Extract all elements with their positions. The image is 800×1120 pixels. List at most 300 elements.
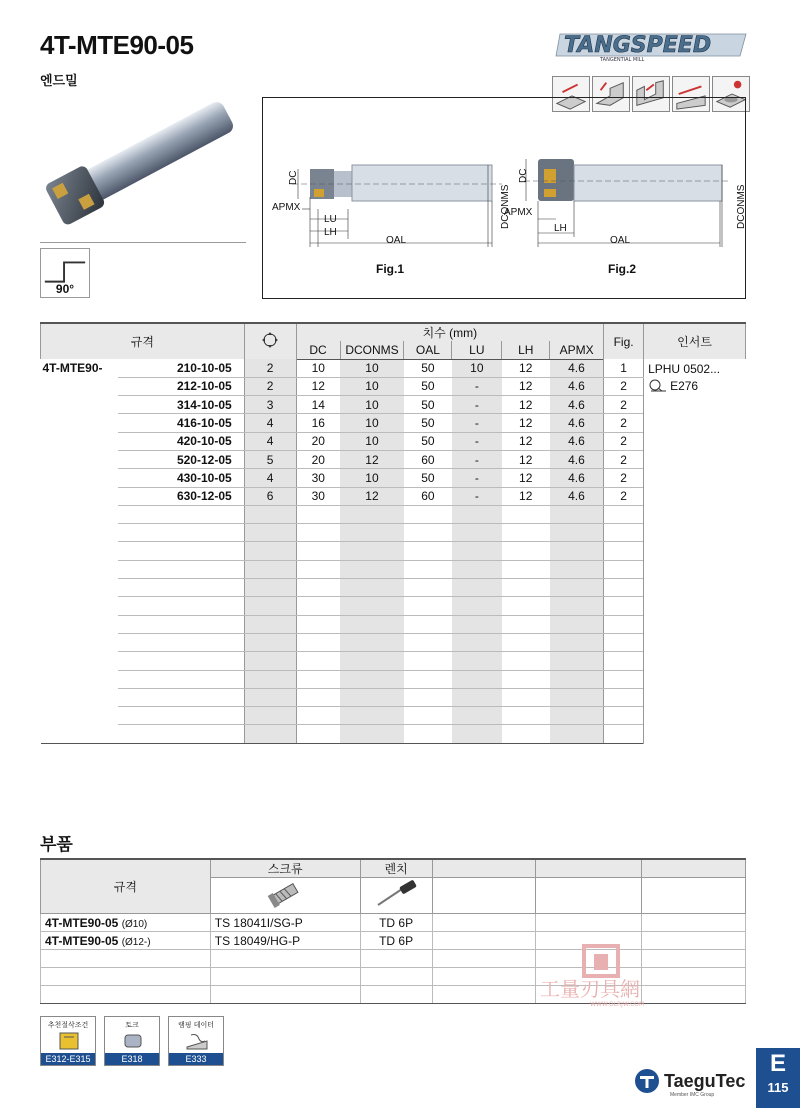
dconms-cell	[340, 505, 404, 523]
lu-cell: 10	[452, 359, 502, 377]
screw-cell: TS 18041I/SG-P	[210, 914, 360, 932]
lu-cell	[452, 652, 502, 670]
lu-cell	[452, 707, 502, 725]
table-row	[41, 688, 746, 706]
apmx-cell: 4.6	[550, 487, 604, 505]
fig1-drawing	[272, 165, 511, 276]
teeth-cell: 4	[244, 469, 296, 487]
oal-cell	[404, 670, 452, 688]
angle-label: 90°	[55, 282, 75, 296]
apmx-cell	[550, 542, 604, 560]
code-cell	[118, 707, 244, 725]
code-prefix-cell	[41, 615, 119, 633]
dc-cell	[296, 579, 340, 597]
teeth-cell: 6	[244, 487, 296, 505]
oal-cell	[404, 725, 452, 743]
dc-cell	[296, 524, 340, 542]
code-prefix-cell	[41, 450, 119, 468]
dconms-cell: 10	[340, 377, 404, 395]
header-lh: LH	[502, 341, 550, 359]
page-subtitle: 엔드밀	[40, 74, 78, 89]
code-cell: 210-10-05	[118, 359, 244, 377]
dc-cell	[296, 597, 340, 615]
header-dc: DC	[296, 341, 340, 359]
apmx-cell	[550, 597, 604, 615]
wrench-cell	[360, 986, 432, 1004]
lh-cell	[502, 652, 550, 670]
teeth-cell: 4	[244, 432, 296, 450]
code-cell	[118, 597, 244, 615]
code-cell: 520-12-05	[118, 450, 244, 468]
code-prefix-cell	[41, 579, 119, 597]
teeth-cell: 2	[244, 359, 296, 377]
fig-cell	[604, 542, 644, 560]
code-prefix-cell	[41, 560, 119, 578]
parts-diameter-note: (Ø10)	[121, 918, 148, 930]
teeth-cell: 3	[244, 396, 296, 414]
table-row	[41, 414, 746, 432]
dc-cell	[296, 725, 340, 743]
dc-cell: 20	[296, 432, 340, 450]
table-row	[41, 652, 746, 670]
lh-cell	[502, 688, 550, 706]
apmx-cell	[550, 725, 604, 743]
table-row	[41, 542, 746, 560]
table-row	[41, 396, 746, 414]
wrench-cell	[360, 950, 432, 968]
table-row	[41, 432, 746, 450]
code-cell	[118, 652, 244, 670]
ref-ramping-data[interactable]	[168, 1016, 224, 1066]
insert-cell	[644, 359, 746, 743]
code-prefix-cell	[41, 414, 119, 432]
brand	[634, 1068, 745, 1094]
header-dims-group: 치수 (mm)	[296, 323, 604, 341]
parts-code-cell	[41, 986, 211, 1004]
wrench-cell: TD 6P	[360, 914, 432, 932]
header-dconms: DCONMS	[340, 341, 404, 359]
reference-links	[40, 1016, 224, 1066]
parts-header-spec: 규격	[41, 859, 211, 914]
fig-cell	[604, 652, 644, 670]
divider	[40, 242, 246, 243]
fig-cell: 2	[604, 377, 644, 395]
teeth-cell	[244, 579, 296, 597]
dconms-cell: 10	[340, 396, 404, 414]
teeth-cell: 5	[244, 450, 296, 468]
teeth-cell	[244, 597, 296, 615]
oal-cell: 50	[404, 359, 452, 377]
section-letter: E	[769, 1050, 786, 1077]
fig-cell	[604, 725, 644, 743]
dc-cell	[296, 670, 340, 688]
code-prefix-cell	[41, 542, 119, 560]
header-fig: Fig.	[604, 323, 644, 359]
lh-cell	[502, 505, 550, 523]
fig-cell: 2	[604, 414, 644, 432]
brand-name: TaeguTec	[664, 1070, 746, 1091]
dc-cell	[296, 615, 340, 633]
watermark	[540, 940, 690, 1012]
ref-page: E318	[105, 1053, 159, 1065]
code-cell	[118, 688, 244, 706]
table-row	[41, 524, 746, 542]
code-cell: 314-10-05	[118, 396, 244, 414]
teeth-cell	[244, 615, 296, 633]
dconms-cell: 12	[340, 487, 404, 505]
code-cell: 630-12-05	[118, 487, 244, 505]
teeth-cell	[244, 707, 296, 725]
apmx-cell	[550, 560, 604, 578]
empty-cell	[432, 950, 536, 968]
screw-cell	[210, 968, 360, 986]
dc-cell: 30	[296, 469, 340, 487]
code-prefix-cell	[41, 633, 119, 651]
dconms-cell: 10	[340, 414, 404, 432]
fig-cell: 2	[604, 469, 644, 487]
dconms-cell: 10	[340, 469, 404, 487]
apmx-cell	[550, 652, 604, 670]
code-cell: 416-10-05	[118, 414, 244, 432]
code-cell	[118, 542, 244, 560]
dconms-cell	[340, 560, 404, 578]
parts-header-screw: 스크류	[210, 859, 360, 878]
code-cell	[118, 670, 244, 688]
table-row	[41, 633, 746, 651]
lu-cell: -	[452, 432, 502, 450]
code-cell	[118, 560, 244, 578]
lu-cell: -	[452, 377, 502, 395]
ref-page: E333	[169, 1053, 223, 1065]
apmx-cell	[550, 615, 604, 633]
oal-cell: 60	[404, 487, 452, 505]
lh-cell: 12	[502, 359, 550, 377]
dconms-cell: 12	[340, 450, 404, 468]
lu-cell	[452, 579, 502, 597]
parts-code: 4T-MTE90-05	[45, 915, 119, 930]
teeth-cell: 2	[244, 377, 296, 395]
ref-label: 램핑 데이터	[177, 1021, 215, 1029]
lh-cell: 12	[502, 432, 550, 450]
fig2-drawing	[504, 159, 747, 276]
empty-cell	[432, 968, 536, 986]
dc-cell: 12	[296, 377, 340, 395]
lh-cell	[502, 579, 550, 597]
taegutec-logo-icon	[634, 1068, 660, 1094]
lu-cell	[452, 725, 502, 743]
dimension-figures	[262, 97, 746, 299]
dc-cell	[296, 542, 340, 560]
parts-diameter-note: (Ø12-)	[121, 936, 151, 948]
lu-cell	[452, 524, 502, 542]
code-cell: 420-10-05	[118, 432, 244, 450]
lh-cell	[502, 597, 550, 615]
lu-cell	[452, 542, 502, 560]
dconms-cell	[340, 652, 404, 670]
oal-cell: 50	[404, 432, 452, 450]
parts-code-cell	[41, 968, 211, 986]
code-cell	[118, 725, 244, 743]
apmx-cell	[550, 688, 604, 706]
code-prefix-cell	[41, 707, 119, 725]
parts-code-cell	[41, 950, 211, 968]
ref-torque[interactable]	[104, 1016, 160, 1066]
lu-cell	[452, 670, 502, 688]
empty-cell	[432, 914, 536, 932]
teeth-cell	[244, 688, 296, 706]
ref-cutting-conditions[interactable]	[40, 1016, 96, 1066]
apmx-cell	[550, 505, 604, 523]
table-row	[41, 670, 746, 688]
dconms-cell: 10	[340, 432, 404, 450]
oal-cell: 50	[404, 414, 452, 432]
lu-cell	[452, 597, 502, 615]
lu-cell: -	[452, 396, 502, 414]
oal-cell	[404, 615, 452, 633]
table-row	[41, 469, 746, 487]
code-cell: 430-10-05	[118, 469, 244, 487]
oal-cell	[404, 597, 452, 615]
apmx-cell: 4.6	[550, 469, 604, 487]
dc-cell	[296, 707, 340, 725]
apmx-cell	[550, 633, 604, 651]
code-cell	[118, 579, 244, 597]
lh-cell: 12	[502, 396, 550, 414]
table-row	[41, 615, 746, 633]
fig2-caption: Fig.2	[608, 262, 637, 276]
table-row	[41, 707, 746, 725]
code-prefix-cell	[41, 469, 119, 487]
teeth-cell	[244, 652, 296, 670]
fig1-apmx-label: APMX	[272, 202, 301, 213]
dc-cell	[296, 633, 340, 651]
ramping-icon	[185, 1031, 209, 1051]
code-prefix-cell	[41, 725, 119, 743]
parts-header-wrench: 렌치	[360, 859, 432, 878]
code-prefix-cell	[41, 524, 119, 542]
apmx-cell: 4.6	[550, 414, 604, 432]
table-row	[41, 505, 746, 523]
oal-cell	[404, 633, 452, 651]
lh-cell	[502, 524, 550, 542]
table-row	[41, 377, 746, 395]
teeth-cell	[244, 560, 296, 578]
code-cell	[118, 524, 244, 542]
dc-cell	[296, 505, 340, 523]
screw-cell	[210, 950, 360, 968]
lh-cell	[502, 670, 550, 688]
fig-cell	[604, 524, 644, 542]
table-row	[41, 725, 746, 743]
watermark-text: 工量刃具網	[540, 977, 640, 1001]
oal-cell	[404, 652, 452, 670]
fig-cell	[604, 505, 644, 523]
apmx-cell	[550, 579, 604, 597]
logo-subtext: TANGENTIAL MILL	[600, 57, 645, 63]
parts-code: 4T-MTE90-05	[45, 933, 119, 948]
dconms-cell	[340, 542, 404, 560]
dc-cell: 30	[296, 487, 340, 505]
fig1-oal-label: OAL	[386, 235, 407, 246]
screw-cell: TS 18049/HG-P	[210, 932, 360, 950]
header-insert: 인서트	[644, 323, 746, 359]
parts-title: 부품	[40, 835, 73, 855]
apmx-cell	[550, 524, 604, 542]
parts-code-cell	[41, 914, 211, 932]
empty-cell	[536, 914, 642, 932]
lu-cell	[452, 633, 502, 651]
dconms-cell	[340, 688, 404, 706]
lh-cell: 12	[502, 487, 550, 505]
wrench-icon	[374, 879, 418, 909]
table-row	[41, 597, 746, 615]
oal-cell	[404, 505, 452, 523]
code-prefix-cell	[41, 597, 119, 615]
lh-cell: 12	[502, 377, 550, 395]
fig-cell: 2	[604, 396, 644, 414]
ref-page: E312-E315	[41, 1053, 95, 1065]
page-number: 115	[767, 1080, 789, 1095]
apmx-cell: 4.6	[550, 450, 604, 468]
code-prefix-cell	[41, 670, 119, 688]
dc-cell: 16	[296, 414, 340, 432]
fig-cell: 2	[604, 487, 644, 505]
lu-cell: -	[452, 450, 502, 468]
oal-cell	[404, 560, 452, 578]
brand-subtext: Member IMC Group	[670, 1092, 715, 1098]
empty-cell	[432, 986, 536, 1004]
insert-page-link[interactable]	[648, 378, 745, 394]
wrench-cell: TD 6P	[360, 932, 432, 950]
teeth-cell: 4	[244, 414, 296, 432]
fig-cell: 2	[604, 432, 644, 450]
fig-cell	[604, 633, 644, 651]
code-cell: 212-10-05	[118, 377, 244, 395]
fig-cell	[604, 597, 644, 615]
fig1-dc-label: DC	[288, 170, 299, 185]
lu-cell: -	[452, 487, 502, 505]
dconms-cell	[340, 670, 404, 688]
empty-cell	[642, 914, 746, 932]
header-lu: LU	[452, 341, 502, 359]
teeth-cell	[244, 505, 296, 523]
fig-cell	[604, 670, 644, 688]
fig2-dconms-label: DCONMS	[736, 184, 747, 229]
teeth-cell	[244, 633, 296, 651]
dconms-cell	[340, 707, 404, 725]
dc-cell: 10	[296, 359, 340, 377]
dconms-cell: 10	[340, 359, 404, 377]
oal-cell: 50	[404, 469, 452, 487]
oal-cell	[404, 707, 452, 725]
code-prefix-cell	[41, 652, 119, 670]
dc-cell: 20	[296, 450, 340, 468]
header-oal: OAL	[404, 341, 452, 359]
ref-label: 추천절삭조건	[47, 1021, 89, 1029]
empty-cell	[432, 932, 536, 950]
fig2-lh-label: LH	[554, 223, 567, 234]
lh-cell	[502, 725, 550, 743]
code-cell	[118, 615, 244, 633]
fig-cell: 2	[604, 450, 644, 468]
code-cell	[118, 633, 244, 651]
lh-cell	[502, 560, 550, 578]
page-title: 4T-MTE90-05	[40, 30, 194, 60]
lu-cell	[452, 560, 502, 578]
apmx-cell	[550, 707, 604, 725]
tool-photo	[40, 92, 240, 232]
lh-cell: 12	[502, 450, 550, 468]
fig-cell	[604, 560, 644, 578]
lu-cell: -	[452, 414, 502, 432]
dconms-cell	[340, 725, 404, 743]
oal-cell: 60	[404, 450, 452, 468]
dc-cell	[296, 688, 340, 706]
fig-cell: 1	[604, 359, 644, 377]
code-prefix-cell	[41, 432, 119, 450]
header-teeth	[244, 323, 296, 359]
spec-table	[40, 322, 746, 744]
apmx-cell: 4.6	[550, 432, 604, 450]
teeth-cell	[244, 725, 296, 743]
fig-cell	[604, 579, 644, 597]
insert-page: E276	[670, 379, 699, 393]
dconms-cell	[340, 633, 404, 651]
dconms-cell	[340, 597, 404, 615]
fig2-apmx-label: APMX	[504, 207, 533, 218]
oal-cell	[404, 524, 452, 542]
screw-icon	[265, 879, 305, 909]
dc-cell: 14	[296, 396, 340, 414]
table-row	[41, 560, 746, 578]
dconms-cell	[340, 615, 404, 633]
insert-name: LPHU 0502...	[648, 362, 721, 376]
torque-wrench-icon	[121, 1031, 145, 1051]
code-prefix-cell	[41, 396, 119, 414]
apmx-cell: 4.6	[550, 359, 604, 377]
oal-cell	[404, 579, 452, 597]
book-icon	[57, 1031, 81, 1051]
lh-cell	[502, 542, 550, 560]
lh-cell: 12	[502, 469, 550, 487]
dconms-cell	[340, 524, 404, 542]
teeth-cell	[244, 670, 296, 688]
watermark-url: WWW.GLRJW.COM	[590, 1001, 645, 1008]
lh-cell	[502, 633, 550, 651]
lh-cell: 12	[502, 414, 550, 432]
teeth-cell	[244, 542, 296, 560]
magnifier-icon	[648, 378, 668, 394]
parts-code-cell	[41, 932, 211, 950]
oal-cell	[404, 688, 452, 706]
ref-label: 토크	[125, 1021, 139, 1029]
lh-cell	[502, 615, 550, 633]
lu-cell	[452, 505, 502, 523]
section-tab	[756, 1048, 800, 1108]
apmx-cell: 4.6	[550, 396, 604, 414]
header-spec: 규격	[41, 323, 245, 359]
fig1-dconms-label: DCONMS	[500, 184, 511, 229]
lu-cell	[452, 688, 502, 706]
tangspeed-logo	[556, 30, 750, 62]
dc-cell	[296, 560, 340, 578]
fig2-dc-label: DC	[518, 168, 529, 183]
apmx-cell: 4.6	[550, 377, 604, 395]
table-row	[41, 487, 746, 505]
teeth-cell	[244, 524, 296, 542]
lu-cell: -	[452, 469, 502, 487]
screw-cell	[210, 986, 360, 1004]
